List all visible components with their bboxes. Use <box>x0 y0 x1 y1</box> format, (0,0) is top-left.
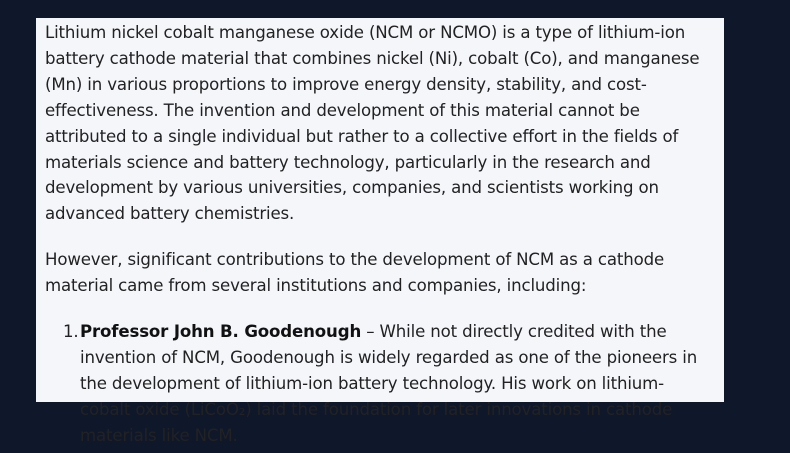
list-item-number: 1. <box>63 322 79 342</box>
chat-response-card <box>36 18 724 445</box>
contributors-list <box>45 319 724 449</box>
paragraph-intro: Lithium nickel cobalt manganese oxide (NCM or NCMO) is a type of lithium-ion battery cathode material that combines nickel (Ni), cobalt (Co), and manganese (Mn) in various proportions to improve energy density, stability, and cost-effectiveness. The invention and development of this material cannot be attributed to a single individual but rather to a collective effort in the fields of materials science and battery technology, particularly in the research and development by various universities, companies, and scientists working on advanced battery chemistries. <box>45 23 700 224</box>
list-item-title: Professor John B. Goodenough <box>80 322 362 342</box>
paragraph-contributions: However, significant contributions to the development of NCM as a cathode material came from several institutions and companies, including: <box>45 250 665 296</box>
list-item-text: – While not directly credited with the invention of NCM, Goodenough is widely regarded as one of the pioneers in the development of lithium-ion battery technology. His work on lithium-cobalt oxide (LiCoO₂) laid the foundation for later innovations in cathode materials like NCM. <box>80 322 698 445</box>
list-item <box>45 319 710 449</box>
